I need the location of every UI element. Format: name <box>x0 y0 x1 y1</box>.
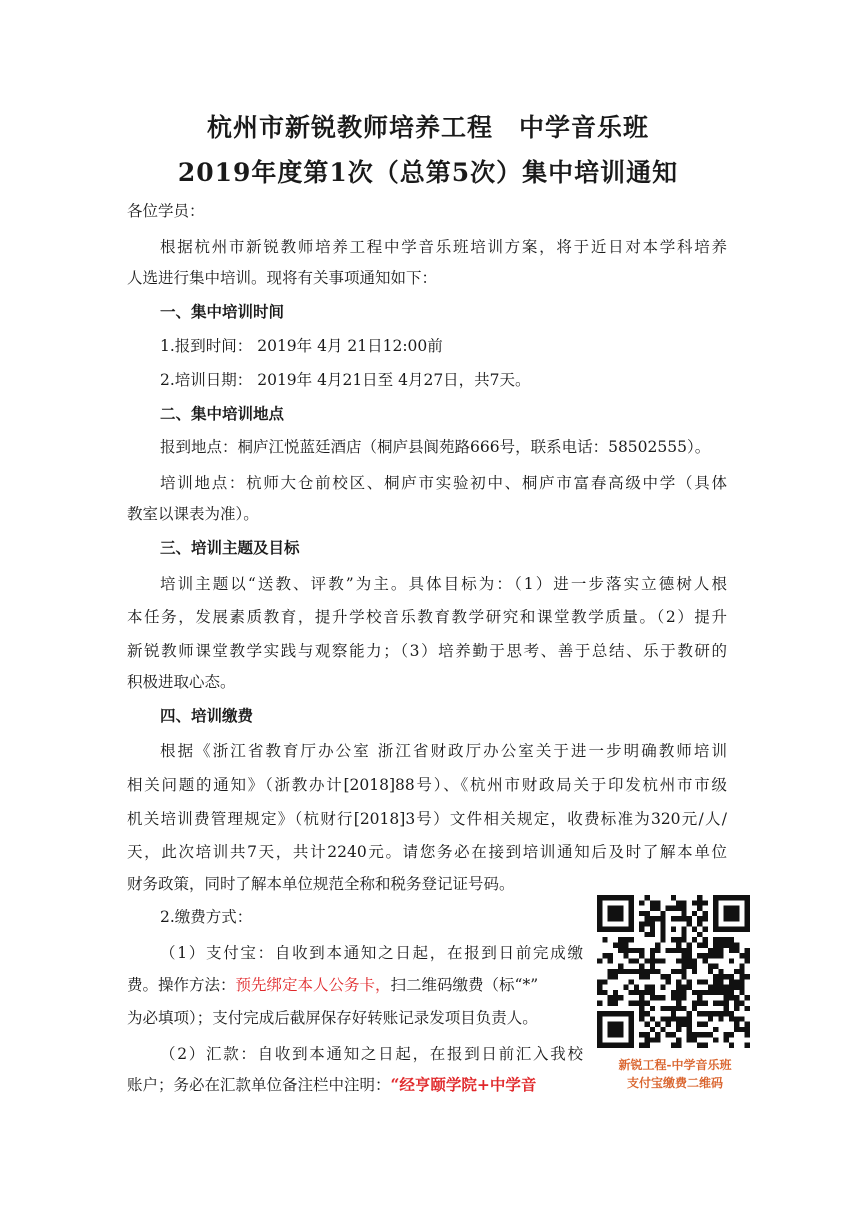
qr-caption <box>590 1056 760 1092</box>
goals-line-1: 培训主题以“送教、评教”为主。具体目标为：（1）进一步落实立德树人根 <box>160 575 727 593</box>
report-location: 报到地点：桐庐江悦蓝廷酒店（桐庐县阆苑路666号，联系电话：58502555）。 <box>160 438 711 456</box>
goals-line-3: 新锐教师课堂教学实践与观察能力；（3）培养勤于思考、善于总结、乐于教研的 <box>127 642 727 660</box>
title-line-2: 2019年度第1次（总第5次）集中培训通知 <box>177 158 679 187</box>
alipay-line-2 <box>127 975 538 995</box>
fee-line-1: 根据《浙江省教育厅办公室 浙江省财政厅办公室关于进一步明确教师培训 <box>160 742 727 760</box>
qr-caption-line-2: 支付宝缴费二维码 <box>626 1076 723 1090</box>
section-2-heading: 二、集中培训地点 <box>160 404 285 423</box>
goals-line-2: 本任务，发展素质教育，提升学校音乐教育教学研究和课堂教学质量。（2）提升 <box>127 608 727 626</box>
remit-line-1: （2）汇款：自收到本通知之日起，在报到日前汇入我校 <box>160 1045 583 1063</box>
fee-line-4: 天，此次培训共7天，共计2240元。请您务必在接到培训通知后及时了解本单位 <box>127 843 727 861</box>
remit-line-2-text: 账户；务必在汇款单位备注栏中注明： <box>127 1076 391 1094</box>
remit-line-2 <box>127 1075 536 1095</box>
alipay-line-2-text: 费。操作方法： <box>127 976 236 994</box>
training-location-line-2: 教室以课表为准）。 <box>127 505 259 523</box>
fee-line-3: 机关培训费管理规定》（杭财行[2018]3号）文件相关规定，收费标准为320元/人/ <box>127 810 727 828</box>
section-4-heading: 四、培训缴费 <box>160 706 254 725</box>
intro-line-2: 人选进行集中培训。现将有关事项通知如下： <box>127 269 438 287</box>
report-time: 1.报到时间： 2019年 4月 21日12:00前 <box>160 337 443 355</box>
alipay-line-1: （1）支付宝：自收到本通知之日起，在报到日前完成缴 <box>160 944 583 962</box>
remit-remark: “经亨颐学院+中学音 <box>390 1075 537 1094</box>
section-3-heading: 三、培训主题及目标 <box>160 538 300 557</box>
alipay-warning: 预先绑定本人公务卡， <box>235 976 391 994</box>
alipay-line-3: 为必填项）；支付完成后截屏保存好转账记录发项目负责人。 <box>127 1009 538 1027</box>
payment-method-label: 2.缴费方式： <box>160 908 253 926</box>
alipay-line-2-tail: 扫二维码缴费（标“*” <box>390 976 539 994</box>
training-location-line-1: 培训地点：杭师大仓前校区、桐庐市实验初中、桐庐市富春高级中学（具体 <box>160 474 727 492</box>
training-dates: 2.培训日期： 2019年 4月21日至 4月27日，共7天。 <box>160 371 531 389</box>
intro-line-1: 根据杭州市新锐教师培养工程中学音乐班培训方案，将于近日对本学科培养 <box>160 238 727 256</box>
greeting: 各位学员： <box>127 202 205 220</box>
title-line-1: 杭州市新锐教师培养工程 中学音乐班 <box>206 113 649 142</box>
goals-line-4: 积极进取心态。 <box>127 673 236 691</box>
fee-line-2: 相关问题的通知》（浙教办计[2018]88号）、《杭州市财政局关于印发杭州市市级 <box>127 776 727 794</box>
fee-line-5: 财务政策，同时了解本单位规范全称和税务登记证号码。 <box>127 875 515 893</box>
section-1-heading: 一、集中培训时间 <box>160 302 285 321</box>
qr-code-icon <box>597 895 750 1048</box>
qr-caption-line-1: 新锐工程-中学音乐班 <box>618 1058 732 1072</box>
